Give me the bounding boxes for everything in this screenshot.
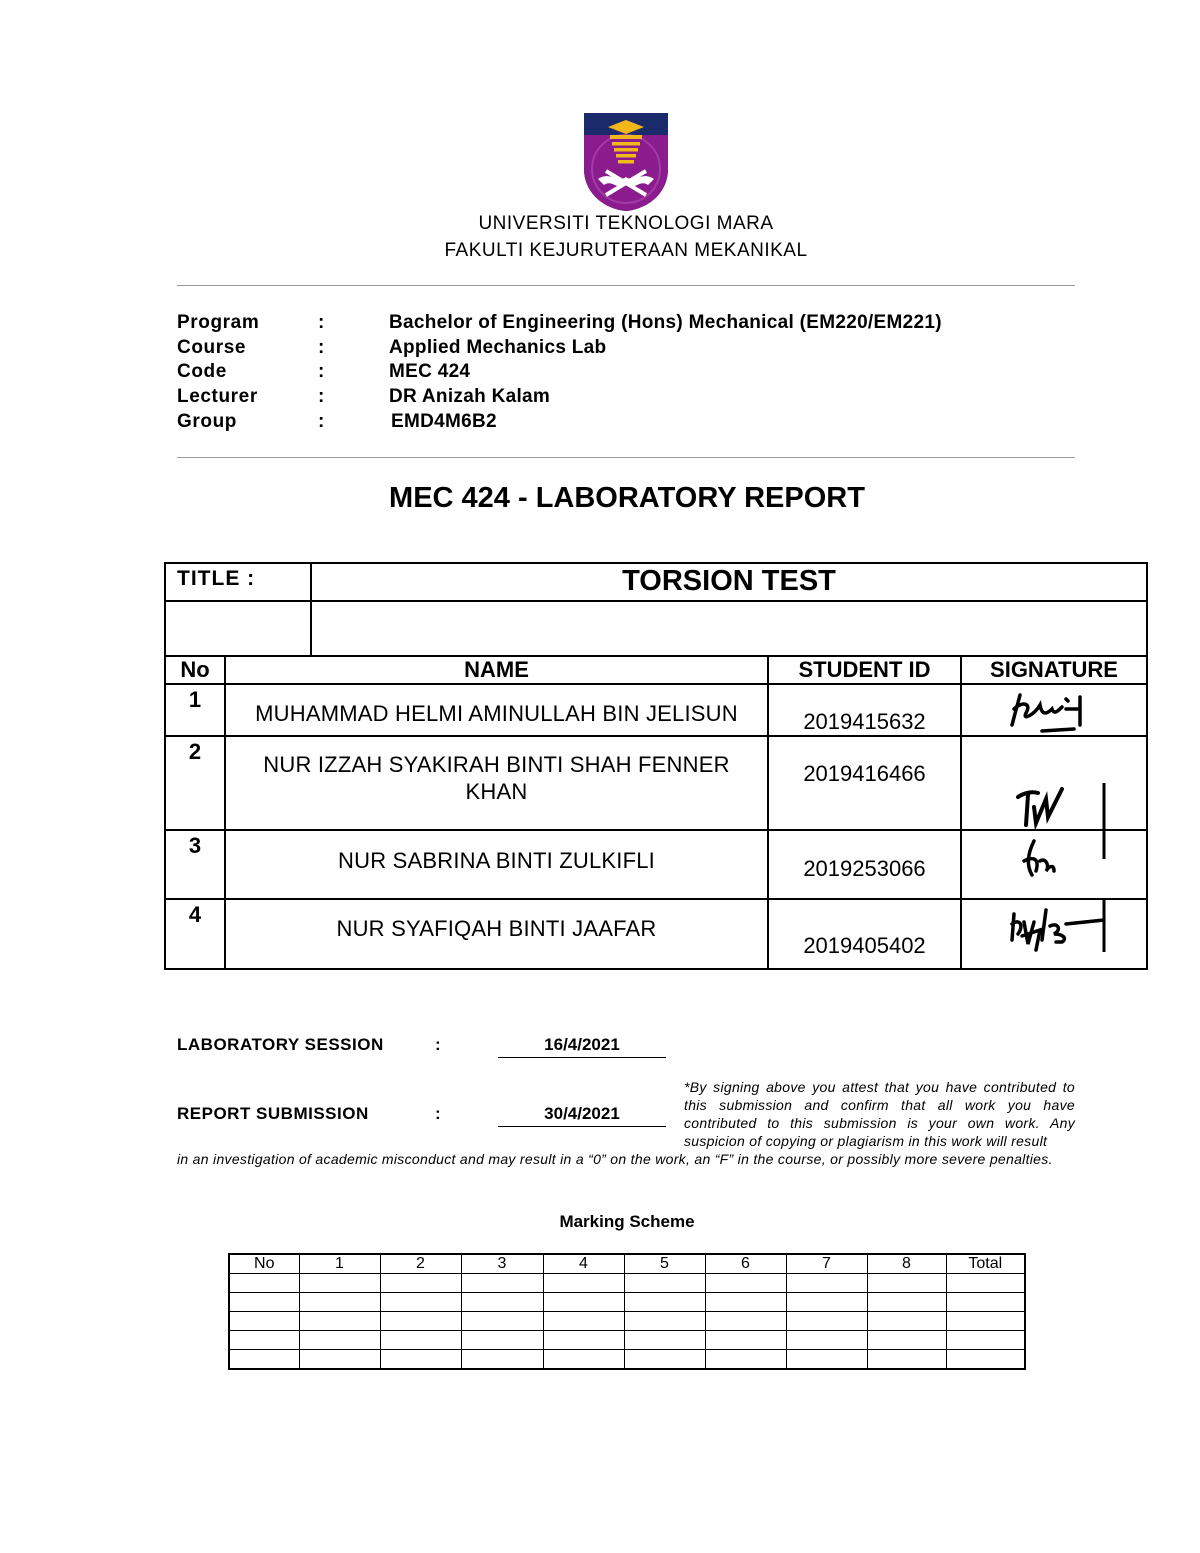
program-colon: :	[318, 312, 325, 333]
student-row	[165, 684, 1147, 736]
university-name: UNIVERSITI TEKNOLOGI MARA	[478, 213, 774, 234]
header-no: No	[165, 656, 225, 684]
student-no: 3	[165, 830, 225, 899]
marking-header-cell: 7	[786, 1254, 867, 1274]
signature-cell	[961, 899, 1147, 969]
header-name: NAME	[225, 656, 768, 684]
marking-header-cell: 1	[299, 1254, 380, 1274]
header-student-id: STUDENT ID	[768, 656, 961, 684]
code-colon: :	[318, 361, 325, 382]
marking-scheme-title: Marking Scheme	[559, 1212, 695, 1231]
marking-header-cell: Total	[946, 1254, 1025, 1274]
student-id: 2019415632	[768, 684, 961, 736]
students-table	[164, 562, 1148, 970]
signature-1	[962, 685, 1148, 733]
marking-header-cell: 2	[380, 1254, 461, 1274]
group-value: EMD4M6B2	[391, 411, 497, 432]
header-signature: SIGNATURE	[961, 656, 1147, 684]
student-name: NUR SYAFIQAH BINTI JAAFAR	[225, 899, 768, 969]
laboratory-session-colon: :	[435, 1035, 441, 1054]
laboratory-session-date: 16/4/2021	[498, 1035, 666, 1058]
student-row	[165, 899, 1147, 969]
signature-cell	[961, 684, 1147, 736]
title-blank-left	[165, 601, 311, 656]
report-submission-date: 30/4/2021	[498, 1104, 666, 1127]
lecturer-label: Lecturer	[177, 386, 258, 407]
attestation-note-full: in an investigation of academic misconduct and may result in a “0” on the work, an “F” in the course, or possibly more severe penalties.	[177, 1151, 1053, 1167]
code-value: MEC 424	[389, 361, 471, 382]
signature-cell	[961, 736, 1147, 830]
marking-empty-row	[229, 1350, 1025, 1370]
university-crest-logo	[584, 113, 668, 211]
faculty-name: FAKULTI KEJURUTERAAN MEKANIKAL	[444, 240, 808, 261]
student-no: 2	[165, 736, 225, 830]
student-no: 1	[165, 684, 225, 736]
bottom-divider	[177, 457, 1075, 458]
signature-2	[962, 737, 1148, 831]
marking-header-cell: 6	[705, 1254, 786, 1274]
course-colon: :	[318, 337, 325, 358]
marking-header-cell: 8	[867, 1254, 946, 1274]
student-no: 4	[165, 899, 225, 969]
student-id: 2019253066	[768, 830, 961, 899]
attestation-note-right: *By signing above you attest that you have contributed to this submission and confirm that all work you have contributed to this submission is your own work. Any suspicion of copying or plagiarism in this work will result	[684, 1079, 1075, 1149]
course-label: Course	[177, 337, 247, 358]
student-row	[165, 736, 1147, 830]
signature-cell	[961, 830, 1147, 899]
marking-header-cell: No	[229, 1254, 299, 1274]
report-submission-label: REPORT SUBMISSION	[177, 1104, 369, 1123]
title-value: TORSION TEST	[311, 563, 1147, 601]
marking-header-cell: 4	[543, 1254, 624, 1274]
title-blank-right	[311, 601, 1147, 656]
marking-empty-row	[229, 1293, 1025, 1312]
marking-empty-row	[229, 1274, 1025, 1293]
marking-header-cell: 3	[461, 1254, 543, 1274]
marking-header-row	[229, 1254, 1025, 1274]
student-id: 2019405402	[768, 899, 961, 969]
report-submission-colon: :	[435, 1104, 441, 1123]
group-colon: :	[318, 411, 325, 432]
marking-empty-row	[229, 1312, 1025, 1331]
lecturer-value: DR Anizah Kalam	[389, 386, 551, 407]
signature-4	[962, 900, 1148, 970]
marking-header-cell: 5	[624, 1254, 705, 1274]
laboratory-session-label: LABORATORY SESSION	[177, 1035, 384, 1054]
student-name: MUHAMMAD HELMI AMINULLAH BIN JELISUN	[225, 684, 768, 736]
marking-empty-row	[229, 1331, 1025, 1350]
lecturer-colon: :	[318, 386, 325, 407]
marking-scheme-table	[228, 1253, 1026, 1370]
signature-3	[962, 831, 1148, 900]
program-label: Program	[177, 312, 260, 333]
student-name: NUR SABRINA BINTI ZULKIFLI	[225, 830, 768, 899]
student-row	[165, 830, 1147, 899]
student-name: NUR IZZAH SYAKIRAH BINTI SHAH FENNER KHAN	[225, 736, 768, 830]
code-label: Code	[177, 361, 227, 382]
course-value: Applied Mechanics Lab	[389, 337, 607, 358]
program-value: Bachelor of Engineering (Hons) Mechanical (EM220/EM221)	[389, 312, 942, 333]
student-id: 2019416466	[768, 736, 961, 830]
top-divider	[177, 285, 1075, 286]
report-title: MEC 424 - LABORATORY REPORT	[389, 482, 865, 514]
group-label: Group	[177, 411, 237, 432]
title-label: TITLE :	[165, 563, 311, 601]
